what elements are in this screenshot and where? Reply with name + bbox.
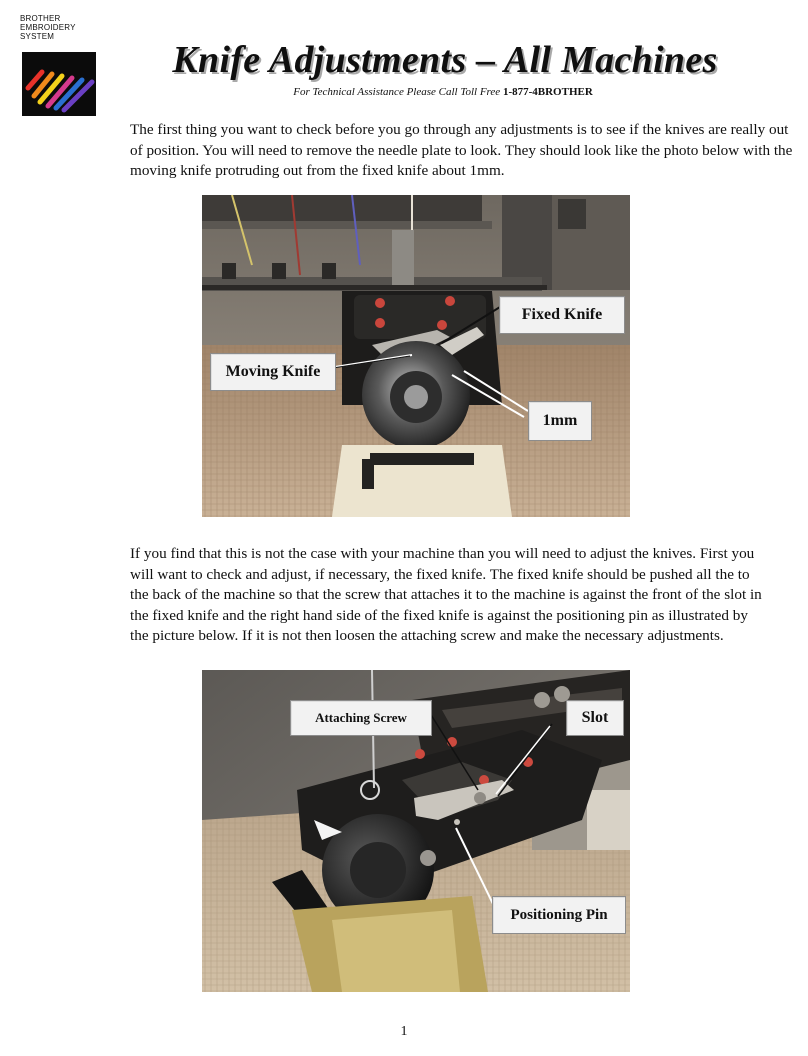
logo-text-line-2: EMBROIDERY [20, 23, 76, 32]
callout-positioning-pin: Positioning Pin [492, 896, 626, 934]
callout-fixed-knife: Fixed Knife [499, 296, 625, 334]
callout-attaching-screw: Attaching Screw [290, 700, 432, 736]
page-title: Knife Adjustments – All Machines [172, 39, 718, 81]
intro-paragraph: The first thing you want to check before you go through any adjustments is to see if the knives are really out of position. You will need to remove the needle plate to look. They should look like the photo below with the moving knife protruding out from the fixed knife about 1mm. [130, 121, 793, 180]
callout-moving-knife: Moving Knife [210, 353, 336, 391]
logo-text-line-1: BROTHER [20, 14, 61, 23]
callout-1mm: 1mm [528, 401, 592, 441]
callout-slot: Slot [566, 700, 624, 736]
support-phone: 1-877-4BROTHER [502, 86, 593, 98]
photo-fixed-knife-adjustment [202, 670, 630, 992]
logo-mark-icon [22, 52, 96, 116]
logo-text-line-3: SYSTEM [20, 32, 55, 41]
support-line [120, 86, 766, 98]
brand-logo [20, 14, 100, 41]
photo-knife-position [202, 195, 630, 517]
page-number: 1 [400, 1024, 408, 1039]
fixed-knife-paragraph: If you find that this is not the case with your machine than you will need to adjust the knives. First you will want to check and adjust, if necessary, the fixed knife. The fixed knife should be pushed all the to the back of the machine so that the screw that attaches it to the machine is against the front of the slot in the fixed knife and the right hand side of the fixed knife is against the positioning pin as illustrated by the picture below. If it is not then loosen the attaching screw and make the necessary adjustments. [130, 545, 762, 645]
support-line-text: For Technical Assistance Please Call Toll Free [293, 86, 503, 98]
